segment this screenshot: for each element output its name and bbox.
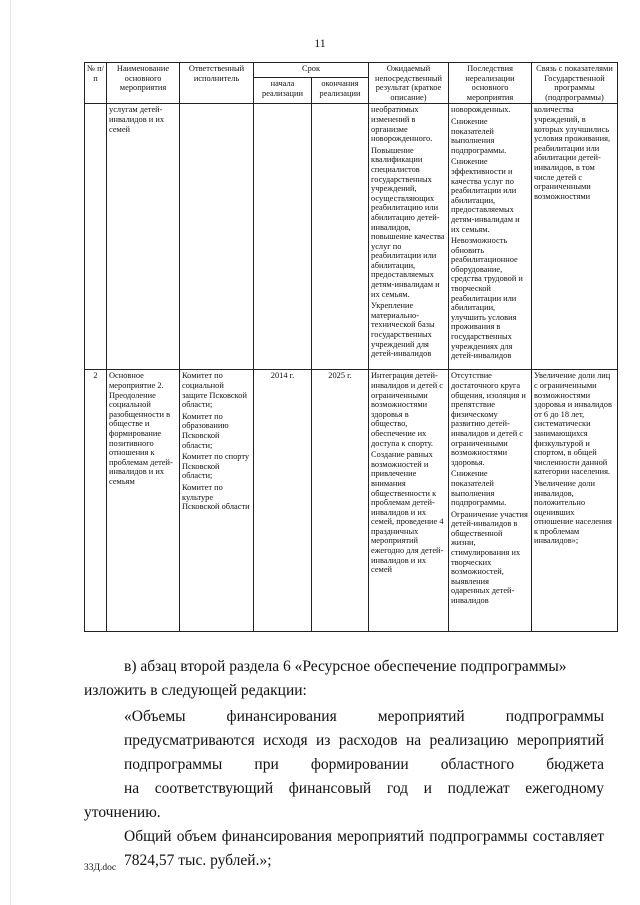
measures-table xyxy=(84,62,618,632)
row1-consequences-p1: новорожденных. xyxy=(451,105,511,115)
header-end: окончания реализации xyxy=(312,77,369,103)
row1-end xyxy=(312,104,369,370)
quoted-line-4: на соответствующий финансовый год и подлежат ежегодному уточнению. xyxy=(84,780,604,821)
row2-link xyxy=(532,370,618,632)
row2-consequences-p3: Ограничение участия детей-инвалидов в общественной жизни, стимулирования их творческих возможностей, выявления одаренных детей-инвалидов xyxy=(451,509,528,606)
row1-expected-p1: необратимых изменений в организме новорожденного. xyxy=(371,105,433,144)
header-consequences: Последствия нереализации основного мероприятия xyxy=(449,63,532,104)
row1-start xyxy=(254,104,312,370)
row2-end: 2025 г. xyxy=(312,370,369,632)
table-header-row xyxy=(85,63,618,78)
row2-expected-p2: Создание равных возможностей и привлечение внимания общественности к проблемам детей-инвалидов и их семей, проведение 4 праздничных мероприятий ежегодно для детей-инвалидов и их семей xyxy=(371,450,444,575)
row2-responsible-p4: Комитет по культуре Псковской области xyxy=(182,482,250,512)
scan-edge-line xyxy=(10,0,11,905)
row2-link-p1: Увеличение доли лиц с ограниченными возможностями здоровья и инвалидов от 6 до 18 лет, систематически занимающихся физкультурой и спортом, в общей численности данной категории населения. xyxy=(534,371,612,477)
row1-expected xyxy=(369,104,449,370)
row1-consequences-p3: Снижение эффективности и качества услуг по реабилитации или абилитации, предоставляемых детям-инвалидам и их семьям. xyxy=(451,157,520,234)
page-number: 11 xyxy=(314,36,326,50)
row1-consequences-p4: Невозможность обновить реабилитационное оборудование, средства трудовой и творческой реабилитации или абилитации, улучшить условия проживания в государственных учреждениях для детей-инвалидов xyxy=(451,236,523,361)
row2-responsible xyxy=(180,370,254,632)
table-row xyxy=(85,104,618,370)
header-responsible: Ответственный исполнитель xyxy=(180,63,254,104)
file-name-footer: 33Д.doc xyxy=(84,863,117,873)
row1-consequences xyxy=(449,104,532,370)
row2-responsible-p1: Комитет по социальной защите Псковской области; xyxy=(182,371,247,410)
row1-name: услугам детей-инвалидов и их семей xyxy=(107,104,180,370)
quoted-paragraph xyxy=(84,705,604,873)
row1-consequences-p2: Снижение показателей выполнения подпрограммы. xyxy=(451,116,507,155)
row2-expected-p1: Интеграция детей-инвалидов и детей с ограниченными возможностями здоровья в общество, обеспечение их доступа к спорту. xyxy=(371,371,443,448)
quoted-line-6: 7824,57 тыс. рублей.»; xyxy=(124,852,272,869)
row2-consequences-p2: Снижение показателей выполнения подпрограммы. xyxy=(451,469,507,508)
header-num: № п/п xyxy=(85,63,107,104)
row1-link xyxy=(532,104,618,370)
row1-num xyxy=(85,104,107,370)
table-row xyxy=(85,370,618,632)
header-term: Срок xyxy=(254,63,369,78)
quoted-line-5: Общий объем финансирования мероприятий подпрограммы составляет xyxy=(124,828,604,845)
row1-expected-p3: Укрепление материально-технической базы государственных учреждений для детей-инвалидов xyxy=(371,301,435,359)
row1-expected-p2: Повышение квалификации специалистов государственных учреждений, осуществляющих реабилитацию или абилитацию детей-инвалидов, повышение качества услуг по реабилитации или абилитации, предоставляемых детям-инвалидам и их семьям. xyxy=(371,145,445,299)
row2-consequences-p1: Отсутствие достаточного круга общения, изоляция и препятствие физическому развитию детей-инвалидов и детей с ограниченными возможностями здоровья. xyxy=(451,371,526,467)
header-link: Связь с показателями Государственной программы (подпрограммы) xyxy=(532,63,618,104)
header-name: Наименование основного мероприятия xyxy=(107,63,180,104)
quoted-line-1: «Объемы финансирования мероприятий подпрограммы xyxy=(124,708,604,725)
row1-link-p1: количества учреждений, в которых улучшились условия проживания, реабилитации или абилитации детей-инвалидов, в том числе детей с ограниченными возможностями xyxy=(534,105,611,201)
row2-name: Основное мероприятие 2. Преодоление социальной разобщенности в обществе и формирование позитивного отношения к проблемам детей-инвалидов и их семьям xyxy=(107,370,180,632)
amendment-paragraph: в) абзац второй раздела 6 «Ресурсное обеспечение подпрограммы» изложить в следующей редакции: xyxy=(84,658,567,699)
row2-expected xyxy=(369,370,449,632)
row2-start: 2014 г. xyxy=(254,370,312,632)
header-expected: Ожидаемый непосредственный результат (краткое описание) xyxy=(369,63,449,104)
row2-responsible-p2: Комитет по образованию Псковской области; xyxy=(182,411,229,450)
quoted-line-3: подпрограммы при формировании областного бюджета xyxy=(124,756,604,773)
row2-responsible-p3: Комитет по спорту Псковской области; xyxy=(182,452,250,481)
quoted-line-2: предусматриваются исходя из расходов на реализацию мероприятий xyxy=(124,732,604,749)
row2-link-p2: Увеличение доли инвалидов, положительно оценивших отношение населения к проблемам инвалидов»; xyxy=(534,478,612,546)
row1-responsible xyxy=(180,104,254,370)
header-start: начала реализации xyxy=(254,77,312,103)
row2-num: 2 xyxy=(85,370,107,632)
row2-consequences xyxy=(449,370,532,632)
